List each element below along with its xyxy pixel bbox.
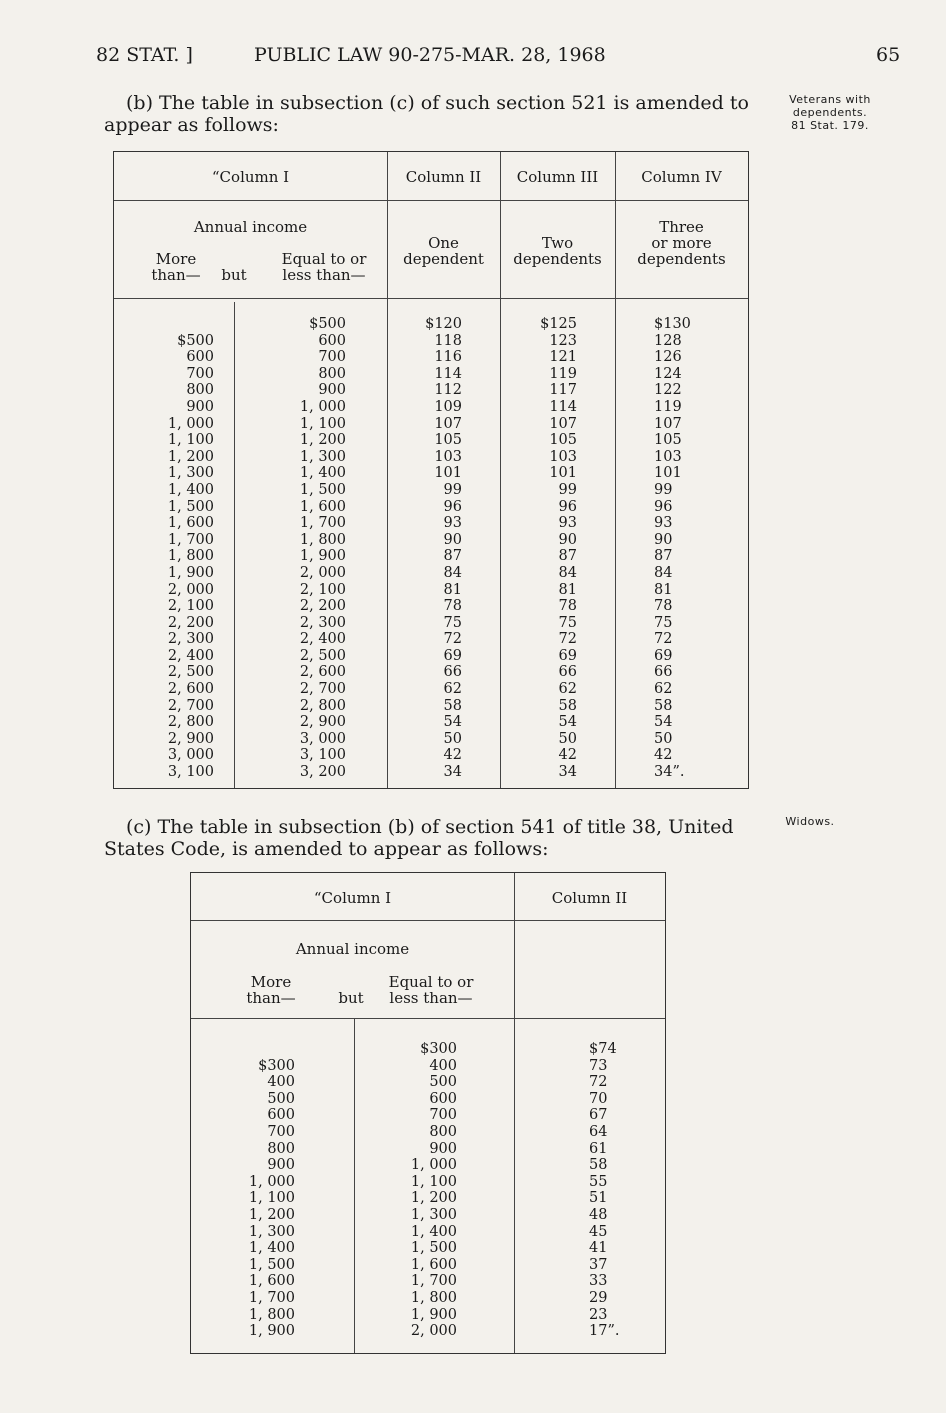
table1-col-two-dependents-cell: 103 (549, 448, 577, 465)
table2-col-more-than-cell: 700 (267, 1123, 295, 1140)
table2-col-equal-to-cell: 1, 300 (410, 1206, 457, 1223)
table2-col-equal-to-cell: 1, 100 (410, 1173, 457, 1190)
table1-equal-to-line2: less than— (282, 266, 366, 284)
table1-col-three-dependents-cell: 96 (654, 498, 673, 515)
table1-col-equal-to-cell: 3, 200 (299, 764, 346, 781)
table1-col-more-than-cell: 2, 900 (167, 730, 214, 747)
table2-col-values-cell: 23 (589, 1306, 608, 1323)
table1-more-than (136, 251, 216, 283)
table1-col2-title: Column II (405, 168, 482, 186)
table1-col-more-than-cell: 2, 300 (167, 631, 214, 648)
table2-col-equal-to-cell: 1, 800 (410, 1289, 457, 1306)
table1-col-one-dependent-cell: 42 (443, 747, 462, 764)
table2-col-equal-to-cell: 2, 000 (410, 1323, 457, 1340)
table1-col-one-dependent-cell: 50 (443, 730, 462, 747)
table1-rule-income-split (234, 302, 235, 788)
table1-col-more-than-cell: 1, 400 (167, 481, 214, 498)
table1-col-more-than-cell: 1, 900 (167, 564, 214, 581)
table1-col-more-than-cell: 2, 200 (167, 614, 214, 631)
table1-col-three-dependents-cell: $130 (654, 316, 691, 332)
table1-col-equal-to-cell: 2, 900 (299, 714, 346, 731)
table1-col-equal-to-cell: 2, 700 (299, 681, 346, 698)
table1-col-more-than-cell: 1, 300 (167, 465, 214, 482)
table1-col-more-than-cell: 1, 200 (167, 448, 214, 465)
table1-col-equal-to-cell: 1, 800 (299, 531, 346, 548)
table1-col-two-dependents-cell: 101 (549, 465, 577, 482)
table2-col-equal-to-cell: 1, 500 (410, 1240, 457, 1257)
table1-col-one-dependent-cell: 87 (443, 548, 462, 565)
table1-col-equal-to-cell: 900 (318, 382, 346, 399)
table1-col2-sub2: dependent (403, 250, 484, 268)
table2-col-more-than-cell: 1, 800 (248, 1306, 295, 1323)
table2-col-more-than-cell: 400 (267, 1074, 295, 1091)
table1-col-one-dependent-cell: 58 (443, 697, 462, 714)
table1-col-three-dependents-cell: 99 (654, 481, 673, 498)
table1-col-more-than-cell: 3, 100 (167, 764, 214, 781)
table1-col-one-dependent (414, 316, 462, 781)
table1-col-three-dependents-cell: 87 (654, 548, 673, 565)
table2-col-equal-to-cell: 1, 400 (410, 1223, 457, 1240)
table1-col3-title: Column III (516, 168, 599, 186)
table2-annual-income: Annual income (295, 940, 410, 958)
table1-col-two-dependents (529, 316, 577, 781)
table1-col-equal-to-cell: 1, 100 (299, 415, 346, 432)
table2-rule-header (191, 1018, 665, 1019)
table2-col-more-than-cell: 1, 700 (248, 1289, 295, 1306)
table1-col-two-dependents-cell: 123 (549, 332, 577, 349)
table2-col-values-cell: 55 (589, 1173, 608, 1190)
table2-col-more-than-cell: 1, 900 (248, 1323, 295, 1340)
table1-col-equal-to-cell: 1, 500 (299, 481, 346, 498)
table2-col-equal-to-cell: 1, 000 (410, 1157, 457, 1174)
table1-col-equal-to-cell: 1, 000 (299, 398, 346, 415)
table1-col-one-dependent-cell: 107 (434, 415, 462, 432)
table2-col-more-than-cell: 500 (267, 1090, 295, 1107)
table1-col-one-dependent-cell: 81 (443, 581, 462, 598)
table2-col-values-cell: 64 (589, 1123, 608, 1140)
table1-col-equal-to-cell: 800 (318, 365, 346, 382)
table2-col-more-than-cell: 1, 500 (248, 1256, 295, 1273)
table1-col-three-dependents-cell: 34”. (654, 764, 685, 781)
table1-col-two-dependents-cell: 50 (558, 730, 577, 747)
table1-col-more-than-cell: 2, 700 (167, 697, 214, 714)
table1-col-equal-to-cell: 2, 100 (299, 581, 346, 598)
table1-col-two-dependents-cell: 42 (558, 747, 577, 764)
table1-col-one-dependent-cell: 54 (443, 714, 462, 731)
paragraph-c (104, 816, 774, 860)
table2-col-values-cell: 45 (589, 1223, 608, 1240)
table1-col-one-dependent-cell: 66 (443, 664, 462, 681)
table1-col-one-dependent-cell: 96 (443, 498, 462, 515)
table1-col-one-dependent-cell: 118 (434, 332, 462, 349)
margin-note-line1: Veterans with (789, 93, 871, 106)
table2-col-more-than-cell: 800 (267, 1140, 295, 1157)
table2-col-values-cell: 58 (589, 1157, 608, 1174)
table1-col-three-dependents-cell: 124 (654, 365, 682, 382)
table1-col-equal-to-cell: $500 (309, 316, 346, 332)
table1-col-equal-to-cell: 2, 000 (299, 564, 346, 581)
table1-col-one-dependent-cell: 84 (443, 564, 462, 581)
table1-col-equal-to-cell: 2, 200 (299, 598, 346, 615)
table1-col3-sub1: Two (541, 234, 574, 252)
table1-col-two-dependents-cell: 121 (549, 349, 577, 366)
table1-col-three-dependents-cell: 81 (654, 581, 673, 598)
table2-col-more-than (235, 1041, 295, 1340)
table1-col-equal-to-cell: 600 (318, 332, 346, 349)
table1-col-more-than-cell: 1, 600 (167, 515, 214, 532)
table1-col-three-dependents-cell: 50 (654, 730, 673, 747)
table1-col-two-dependents-cell: 84 (558, 564, 577, 581)
table1-col-two-dependents-cell: 87 (558, 548, 577, 565)
table2-col-more-than-cell: 1, 400 (248, 1240, 295, 1257)
table2-col-equal-to-cell: 800 (429, 1123, 457, 1140)
table1-col-equal-to-cell: 1, 900 (299, 548, 346, 565)
paragraph-c-line1: (c) The table in subsection (b) of section 541 of title 38, United (126, 816, 734, 838)
table1-col-three-dependents-cell: 54 (654, 714, 673, 731)
table1-col-two-dependents-cell: 72 (558, 631, 577, 648)
table1-col4-sub3: dependents (637, 250, 726, 268)
table2-col-equal-to-cell: 1, 700 (410, 1273, 457, 1290)
table1-col-more-than-cell: 1, 800 (167, 548, 214, 565)
table1-col-one-dependent-cell: 99 (443, 481, 462, 498)
table1-col3-subheader (500, 235, 615, 267)
table1-col-three-dependents-cell: 103 (654, 448, 682, 465)
table2-col-values-cell: 41 (589, 1240, 608, 1257)
table2-col-more-than-cell (235, 1041, 295, 1058)
table2-col-values-cell: 33 (589, 1273, 608, 1290)
table1-col-more-than-cell: 1, 700 (167, 531, 214, 548)
table1-col-two-dependents-cell: 93 (558, 515, 577, 532)
table1-col-more-than-cell: 2, 800 (167, 714, 214, 731)
paragraph-b (104, 92, 774, 136)
table2-rule-col2 (514, 873, 515, 1353)
table1-col-two-dependents-cell: 96 (558, 498, 577, 515)
table2-col-values-cell: 48 (589, 1206, 608, 1223)
table-veterans-dependents (113, 151, 749, 789)
table1-col-one-dependent-cell: $120 (425, 316, 462, 332)
table1-col-more-than-cell: 2, 500 (167, 664, 214, 681)
table1-col-more-than-cell: 1, 500 (167, 498, 214, 515)
table2-col-values-cell: 37 (589, 1256, 608, 1273)
table2-col2-title: Column II (551, 889, 628, 907)
table2-col-more-than-cell: 1, 100 (248, 1190, 295, 1207)
table1-col-more-than-cell: 2, 100 (167, 598, 214, 615)
table1-col-three-dependents-cell: 78 (654, 598, 673, 615)
table1-col2-sub1: One (428, 234, 459, 252)
margin-note-line3: 81 Stat. 179. (791, 119, 869, 132)
table1-col-one-dependent-cell: 101 (434, 465, 462, 482)
table1-col-more-than (154, 316, 214, 781)
table1-col4-sub2: or more (651, 234, 712, 252)
table1-col-three-dependents-cell: 42 (654, 747, 673, 764)
table1-col4-title: Column IV (641, 168, 722, 186)
table1-col-two-dependents-cell: 34 (558, 764, 577, 781)
table2-col-values-cell: 51 (589, 1190, 608, 1207)
table1-col-equal-to-cell: 2, 800 (299, 697, 346, 714)
table2-col-more-than-cell: 1, 600 (248, 1273, 295, 1290)
table2-more-than-line1: More (250, 973, 292, 991)
table1-col-equal-to-cell: 1, 600 (299, 498, 346, 515)
table1-col-equal-to-cell: 3, 000 (299, 730, 346, 747)
table1-col-equal-to-cell: 1, 200 (299, 432, 346, 449)
table2-col-equal-to-cell: 600 (429, 1090, 457, 1107)
table2-col-values-cell: 70 (589, 1090, 608, 1107)
table1-col-more-than-cell: $500 (177, 332, 214, 349)
table1-col-three-dependents-cell: 105 (654, 432, 682, 449)
table1-col-two-dependents-cell: 54 (558, 714, 577, 731)
table1-col-three-dependents-cell: 58 (654, 697, 673, 714)
table2-equal-to (381, 974, 481, 1006)
table1-more-than-line1: More (155, 250, 197, 268)
table1-col-two-dependents-cell: 107 (549, 415, 577, 432)
table1-col-more-than-cell: 2, 600 (167, 681, 214, 698)
table2-col-more-than-cell: 1, 300 (248, 1223, 295, 1240)
margin-note-widows: Widows. (785, 815, 835, 828)
table1-col-equal-to-cell: 2, 500 (299, 647, 346, 664)
table1-col-equal-to-cell: 1, 400 (299, 465, 346, 482)
table1-col-three-dependents-cell: 62 (654, 681, 673, 698)
table1-col-equal-to-cell: 1, 300 (299, 448, 346, 465)
table1-col-one-dependent-cell: 116 (434, 349, 462, 366)
table2-col-values-cell: 72 (589, 1074, 608, 1091)
table1-col-three-dependents-cell: 72 (654, 631, 673, 648)
table1-col-more-than-cell (154, 316, 214, 333)
table1-col-two-dependents-cell: 66 (558, 664, 577, 681)
paragraph-b-line2: appear as follows: (104, 114, 279, 136)
table1-col-two-dependents-cell: $125 (540, 316, 577, 332)
table2-col-more-than-cell: 900 (267, 1157, 295, 1174)
table2-col-values-cell: 17”. (589, 1323, 620, 1340)
table2-col-equal-to-cell: 500 (429, 1074, 457, 1091)
table2-col-more-than-cell: 1, 000 (248, 1173, 295, 1190)
table1-col-three-dependents-cell: 90 (654, 531, 673, 548)
table2-col-values-cell: 61 (589, 1140, 608, 1157)
table1-col4-subheader (615, 219, 748, 267)
table2-col-values-cell: 67 (589, 1107, 608, 1124)
table1-col-more-than-cell: 2, 400 (167, 647, 214, 664)
table1-col3-sub2: dependents (513, 250, 602, 268)
table1-col-three-dependents-cell: 126 (654, 349, 682, 366)
table1-col-one-dependent-cell: 78 (443, 598, 462, 615)
table1-col-three-dependents-cell: 122 (654, 382, 682, 399)
table1-col-one-dependent-cell: 105 (434, 432, 462, 449)
table1-col-one-dependent-cell: 72 (443, 631, 462, 648)
table2-col-equal-to-cell: $300 (420, 1041, 457, 1057)
table2-col-equal-to-cell: 400 (429, 1057, 457, 1074)
table1-col-three-dependents-cell: 69 (654, 647, 673, 664)
table1-col-two-dependents-cell: 90 (558, 531, 577, 548)
table1-annual-income: Annual income (193, 218, 308, 236)
table1-col-more-than-cell: 1, 100 (167, 432, 214, 449)
table1-col-two-dependents-cell: 78 (558, 598, 577, 615)
table1-col-more-than-cell: 2, 000 (167, 581, 214, 598)
table1-col-three-dependents-cell: 128 (654, 332, 682, 349)
table2-rule-income-split (354, 1018, 355, 1353)
table1-col-three-dependents-cell: 101 (654, 465, 682, 482)
table1-col-more-than-cell: 700 (186, 365, 214, 382)
table2-rule-title (191, 920, 665, 921)
table1-but: but (221, 266, 247, 284)
table2-col-equal-to-cell: 700 (429, 1107, 457, 1124)
table1-col-equal-to-cell: 1, 700 (299, 515, 346, 532)
table2-equal-to-line2: less than— (389, 989, 473, 1007)
table1-rule-header (114, 298, 748, 299)
table1-col1-title: “Column I (211, 168, 290, 186)
margin-note-line2: dependents. (792, 106, 868, 119)
table1-col-more-than-cell: 600 (186, 349, 214, 366)
table1-col-two-dependents-cell: 81 (558, 581, 577, 598)
table2-col-equal-to (391, 1041, 457, 1340)
table1-col-two-dependents-cell: 62 (558, 681, 577, 698)
table1-col-three-dependents-cell: 107 (654, 415, 682, 432)
table1-col-two-dependents-cell: 58 (558, 697, 577, 714)
paragraph-b-line1: (b) The table in subsection (c) of such section 521 is amended to (126, 92, 749, 114)
table1-equal-to-line1: Equal to or (281, 250, 367, 268)
table1-col-one-dependent-cell: 114 (434, 365, 462, 382)
table1-equal-to (274, 251, 374, 283)
table-widows (190, 872, 666, 1354)
table1-col-one-dependent-cell: 69 (443, 647, 462, 664)
table2-col-equal-to-cell: 1, 600 (410, 1256, 457, 1273)
header-stat-ref: 82 STAT. ] (96, 44, 193, 66)
table1-more-than-line2: than— (151, 266, 201, 284)
table1-col-two-dependents-cell: 114 (549, 398, 577, 415)
table1-col-more-than-cell: 1, 000 (167, 415, 214, 432)
table1-col-two-dependents-cell: 75 (558, 614, 577, 631)
page-number: 65 (876, 44, 901, 66)
table1-col-equal-to-cell: 700 (318, 349, 346, 366)
table2-col-values-cell: 29 (589, 1289, 608, 1306)
table1-col-more-than-cell: 900 (186, 398, 214, 415)
table1-col-one-dependent-cell: 93 (443, 515, 462, 532)
table2-equal-to-line1: Equal to or (388, 973, 474, 991)
table1-col4-sub1: Three (659, 218, 704, 236)
table2-col-values (589, 1041, 649, 1340)
table1-col-two-dependents-cell: 119 (549, 365, 577, 382)
table2-col-values-cell: $74 (589, 1041, 617, 1057)
table1-col-three-dependents-cell: 84 (654, 564, 673, 581)
table1-col-equal-to (284, 316, 346, 781)
table1-col-three-dependents (654, 316, 724, 781)
table2-col1-title: “Column I (313, 889, 392, 907)
table1-col-one-dependent-cell: 109 (434, 398, 462, 415)
table1-col-two-dependents-cell: 69 (558, 647, 577, 664)
table2-col-values-cell: 73 (589, 1057, 608, 1074)
table1-col-two-dependents-cell: 117 (549, 382, 577, 399)
table2-more-than (231, 974, 311, 1006)
paragraph-c-line2: States Code, is amended to appear as follows: (104, 838, 549, 860)
table2-col-more-than-cell: 1, 200 (248, 1206, 295, 1223)
table1-col-one-dependent-cell: 112 (434, 382, 462, 399)
margin-note-veterans (770, 93, 890, 132)
table1-col-equal-to-cell: 2, 600 (299, 664, 346, 681)
table1-col-three-dependents-cell: 93 (654, 515, 673, 532)
table2-more-than-line2: than— (246, 989, 296, 1007)
table2-col-equal-to-cell: 900 (429, 1140, 457, 1157)
table1-col-one-dependent-cell: 62 (443, 681, 462, 698)
table1-col-three-dependents-cell: 75 (654, 614, 673, 631)
table1-col-three-dependents-cell: 66 (654, 664, 673, 681)
table1-col2-subheader (387, 235, 500, 267)
table1-col-equal-to-cell: 2, 300 (299, 614, 346, 631)
table1-col-two-dependents-cell: 99 (558, 481, 577, 498)
table1-col-three-dependents-cell: 119 (654, 398, 682, 415)
table1-rule-title (114, 200, 748, 201)
table2-col-equal-to-cell: 1, 200 (410, 1190, 457, 1207)
table1-col-one-dependent-cell: 90 (443, 531, 462, 548)
table1-col-more-than-cell: 3, 000 (167, 747, 214, 764)
table2-col-more-than-cell: 600 (267, 1107, 295, 1124)
table1-col-one-dependent-cell: 34 (443, 764, 462, 781)
table2-col-more-than-cell: $300 (258, 1057, 295, 1074)
table1-col-more-than-cell: 800 (186, 382, 214, 399)
table1-col-equal-to-cell: 2, 400 (299, 631, 346, 648)
table2-col-equal-to-cell: 1, 900 (410, 1306, 457, 1323)
table1-col-two-dependents-cell: 105 (549, 432, 577, 449)
table1-col-one-dependent-cell: 75 (443, 614, 462, 631)
header-title: PUBLIC LAW 90-275-MAR. 28, 1968 (254, 44, 606, 66)
table1-col-one-dependent-cell: 103 (434, 448, 462, 465)
table1-col-equal-to-cell: 3, 100 (299, 747, 346, 764)
table2-but: but (338, 989, 364, 1007)
